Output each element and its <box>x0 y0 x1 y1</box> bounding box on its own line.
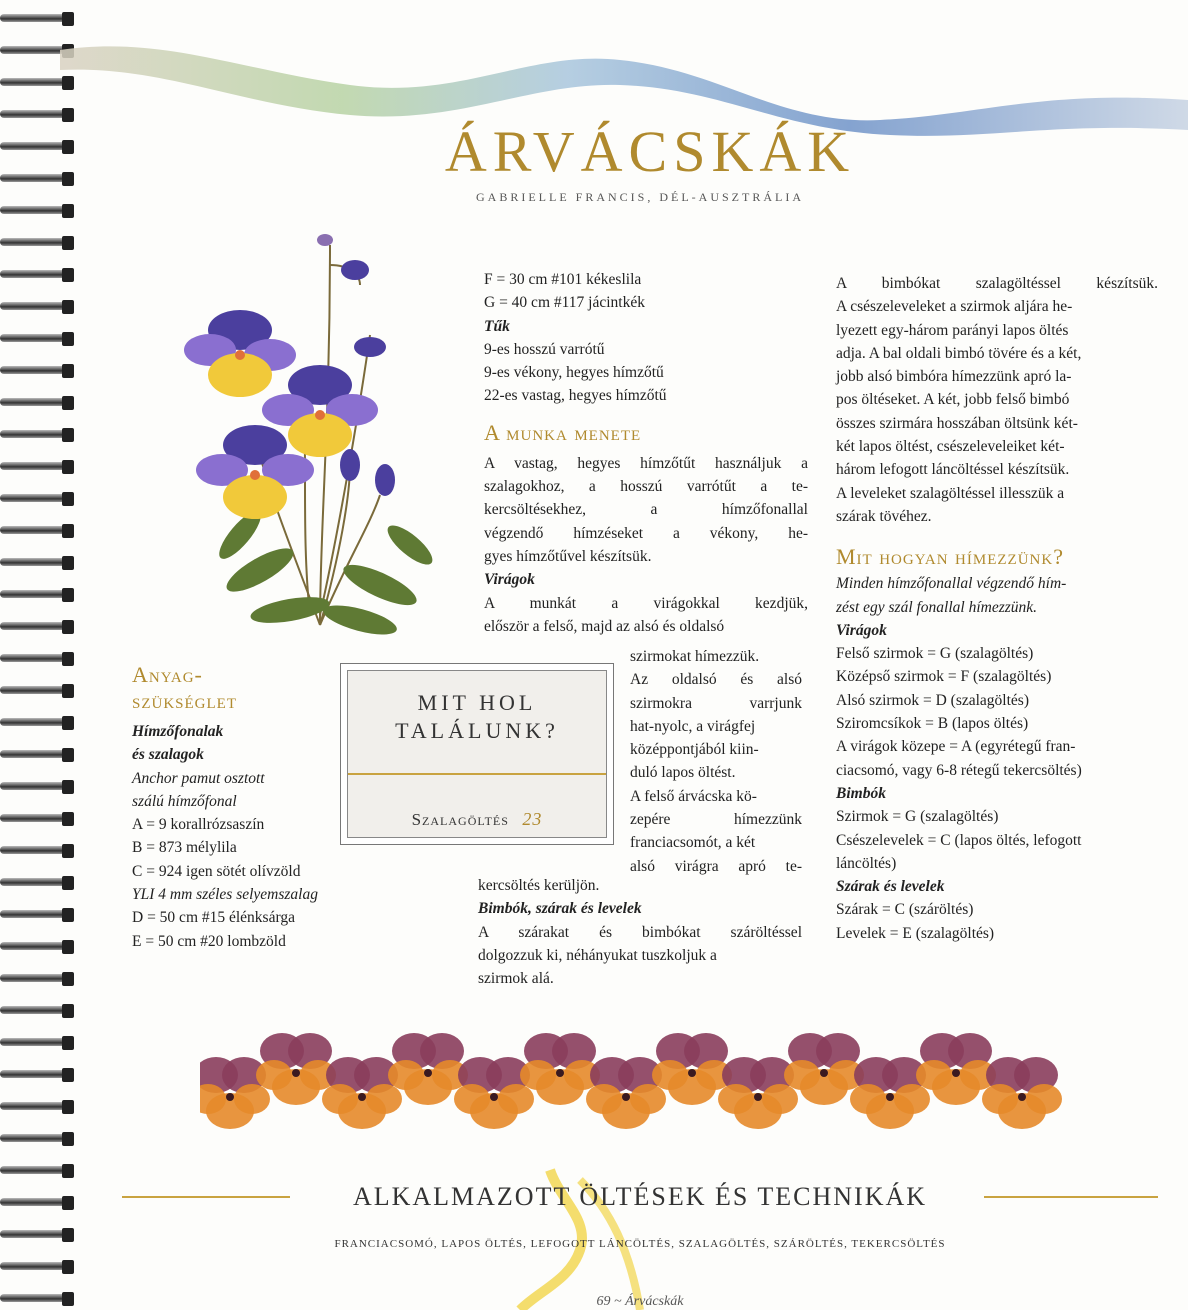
reference-page: 23 <box>522 809 543 829</box>
spiral-ring <box>0 938 78 960</box>
materials-heading-1: Anyag- <box>132 662 203 687</box>
right-line: pos öltéseket. A két, jobb felső bimbó <box>836 391 1070 409</box>
material-yli: YLI 4 mm széles selyemszalag <box>132 886 318 904</box>
reference-box-rule <box>348 773 606 775</box>
needles-heading: Tűk <box>484 317 510 335</box>
spiral-ring <box>0 778 78 800</box>
garland-pansy <box>322 1057 402 1129</box>
buds-line: dolgozzuk ki, néhányukat tuszkoljuk a <box>478 946 717 964</box>
flowers-line: középpontjából kiin- <box>630 741 759 759</box>
material-d: D = 50 cm #15 élénksárga <box>132 909 295 927</box>
author-line: GABRIELLE FRANCIS, DÉL-AUSZTRÁLIA <box>476 190 804 204</box>
flowers-line: franciacsomót, a két <box>630 834 756 852</box>
flowers-line: kercsöltés kerüljön. <box>478 877 600 894</box>
right-stems-heading: Szárak és levelek <box>836 878 945 896</box>
reference-box <box>340 663 614 845</box>
right-line: szárak tövéhez. <box>836 507 932 525</box>
right-flowers-heading: Virágok <box>836 621 887 639</box>
method-line: kercsöltésekhez, a hímzőfonallal <box>484 501 808 519</box>
footer-rule-right <box>984 1196 1158 1198</box>
material-a: A = 9 korallrózsaszín <box>132 816 265 834</box>
right-line: Felső szirmok = G (szalagöltés) <box>836 645 1034 663</box>
right-line: láncöltés) <box>836 854 897 872</box>
reference-box-inner <box>347 670 607 838</box>
footer-title: ALKALMAZOTT ÖLTÉSEK ÉS TECHNIKÁK <box>352 1182 928 1211</box>
reference-entry[interactable] <box>348 809 606 830</box>
middle-column <box>484 268 808 638</box>
method-line: A vastag, hegyes hímzőtűt használjuk a <box>484 454 808 472</box>
spiral-ring <box>0 1034 78 1056</box>
method-line: szalagokhoz, a hosszú varrótűt a te- <box>484 478 808 496</box>
spiral-ring <box>0 1226 78 1248</box>
flowers-line: szirmokat hímezzük. <box>630 648 760 665</box>
reference-box-title-2: TALÁLUNK? <box>395 718 559 743</box>
reference-label: Szalagöltés <box>411 810 509 829</box>
page-number: 69 ~ Árvácskák <box>596 1294 684 1309</box>
flowers-line: Az oldalsó és alsó <box>630 671 802 689</box>
spiral-ring <box>0 522 78 544</box>
spiral-ring <box>0 394 78 416</box>
needle-1: 9-es hosszú varrótű <box>484 340 605 358</box>
spiral-ring <box>0 714 78 736</box>
spiral-ring <box>0 138 78 160</box>
spiral-ring <box>0 970 78 992</box>
flowers-line: szirmokra varrjunk <box>630 694 802 712</box>
needle-3: 22-es vastag, hegyes hímzőtű <box>484 387 667 405</box>
spiral-ring <box>0 810 78 832</box>
material-g: G = 40 cm #117 jácintkék <box>484 294 645 312</box>
pansy-embroidery-image <box>170 225 470 645</box>
spiral-ring <box>0 1162 78 1184</box>
anchor-line-2: szálú hímzőfonal <box>132 792 237 810</box>
method-heading: A munka menete <box>484 419 642 445</box>
what-line: zést egy szál fonallal hímezzünk. <box>836 598 1038 616</box>
needle-2: 9-es vékony, hegyes hímzőtű <box>484 364 664 382</box>
spiral-ring <box>0 330 78 352</box>
middle-bottom-column <box>478 874 802 990</box>
material-c: C = 924 igen sötét olívzöld <box>132 862 301 880</box>
spiral-ring <box>0 1098 78 1120</box>
right-line: jobb alsó bimbóra hímezzünk apró la- <box>836 368 1072 386</box>
right-buds-heading: Bimbók <box>836 784 886 802</box>
right-line: adja. A bal oldali bimbó tövére és a két, <box>836 344 1082 362</box>
flowers-line: először a felső, majd az alsó és oldalsó <box>484 617 725 635</box>
flowers-line: alsó virágra apró te- <box>630 857 802 875</box>
spiral-ring <box>0 586 78 608</box>
spiral-ring <box>0 266 78 288</box>
spiral-ring <box>0 170 78 192</box>
threads-heading-2: és szalagok <box>132 746 204 764</box>
what-line: Minden hímzőfonallal végzendő hím- <box>836 575 1067 593</box>
flowers-line: A munkát a virágokkal kezdjük, <box>484 594 808 612</box>
right-line: lyezett egy-három parányi lapos öltés <box>836 321 1069 339</box>
spiral-ring <box>0 362 78 384</box>
right-line: Csészelevelek = C (lapos öltés, lefogott <box>836 831 1082 849</box>
spiral-ring <box>0 842 78 864</box>
buds-line: A szárakat és bimbókat száröltéssel <box>478 923 802 941</box>
right-line: A bimbókat szalagöltéssel készítsük. <box>836 275 1158 292</box>
reference-box-title <box>348 689 606 745</box>
right-line: három lefogott láncöltéssel készítsük. <box>836 461 1070 479</box>
anchor-line-1: Anchor pamut osztott <box>132 769 265 787</box>
right-line: összes szirmára hosszában öltsünk két- <box>836 414 1078 432</box>
spiral-ring <box>0 458 78 480</box>
material-b: B = 873 mélylila <box>132 839 237 857</box>
spiral-binding <box>0 0 80 1310</box>
materials-heading-2: szükséglet <box>132 688 237 713</box>
garland-pansy <box>982 1057 1062 1129</box>
flowers-line: A felső árvácska kö- <box>630 787 757 805</box>
right-line: Szárak = C (száröltés) <box>836 901 974 919</box>
flowers-line: duló lapos öltést. <box>630 764 736 782</box>
what-heading: Mit hogyan hímezzünk? <box>836 544 1064 570</box>
garland-pansy <box>586 1057 666 1129</box>
spiral-ring <box>0 426 78 448</box>
spiral-ring <box>0 1258 78 1280</box>
spiral-ring <box>0 298 78 320</box>
garland-pansy <box>718 1057 798 1129</box>
materials-column <box>132 662 342 953</box>
spiral-ring <box>0 746 78 768</box>
right-line: Sziromcsíkok = B (lapos öltés) <box>836 715 1029 733</box>
method-line: végzendő hímzéseket a vékony, he- <box>484 524 808 542</box>
spiral-ring <box>0 202 78 224</box>
garland-pansy <box>850 1057 930 1129</box>
garland-pansy <box>454 1057 534 1129</box>
spiral-ring <box>0 1290 78 1312</box>
right-column <box>836 272 1158 945</box>
spiral-ring <box>0 1194 78 1216</box>
right-line: Levelek = E (szalagöltés) <box>836 924 995 942</box>
footer-rule-left <box>122 1196 290 1198</box>
buds-stems-heading: Bimbók, szárak és levelek <box>478 900 642 918</box>
material-e: E = 50 cm #20 lombzöld <box>132 932 286 950</box>
right-line: A virágok közepe = A (egyrétegű fran- <box>836 738 1076 756</box>
material-f: F = 30 cm #101 kékeslila <box>484 271 642 288</box>
flowers-line: hat-nyolc, a virágfej <box>630 717 756 735</box>
page-title: ÁRVÁCSKÁK <box>444 119 856 184</box>
middle-narrow-column <box>630 645 802 878</box>
right-line: két lapos öltést, csészeleveleiket két- <box>836 438 1065 456</box>
spiral-ring <box>0 1002 78 1024</box>
spiral-ring <box>0 650 78 672</box>
spiral-ring <box>0 554 78 576</box>
right-line: A csészeleveleket a szirmok aljára he- <box>836 298 1073 316</box>
spiral-ring <box>0 1130 78 1152</box>
reference-box-title-1: MIT HOL <box>417 690 537 715</box>
spiral-ring <box>0 490 78 512</box>
spiral-ring <box>0 618 78 640</box>
right-line: Alsó szirmok = D (szalagöltés) <box>836 691 1029 709</box>
spiral-ring <box>0 1066 78 1088</box>
flowers-heading: Virágok <box>484 571 535 589</box>
flowers-line: zepére hímezzünk <box>630 811 802 829</box>
spiral-ring <box>0 906 78 928</box>
right-line: Középső szirmok = F (szalagöltés) <box>836 668 1052 686</box>
pansy-garland-image <box>200 1008 1080 1158</box>
method-line: gyes hímzőtűvel készítsük. <box>484 547 652 565</box>
spiral-ring <box>0 682 78 704</box>
spiral-ring <box>0 234 78 256</box>
right-line: Szirmok = G (szalagöltés) <box>836 808 999 826</box>
right-line: A leveleket szalagöltéssel illesszük a <box>836 484 1065 502</box>
buds-line: szirmok alá. <box>478 970 554 988</box>
spiral-ring <box>0 874 78 896</box>
spiral-ring <box>0 10 78 32</box>
footer-techniques: FRANCIACSOMÓ, LAPOS ÖLTÉS, LEFOGOTT LÁNCÖLTÉS, SZALAGÖLTÉS, SZÁRÖLTÉS, TEKERCSÖLTÉS <box>334 1238 946 1250</box>
threads-heading-1: Hímzőfonalak <box>132 723 224 740</box>
right-line: ciacsomó, vagy 6-8 rétegű tekercsöltés) <box>836 761 1082 779</box>
